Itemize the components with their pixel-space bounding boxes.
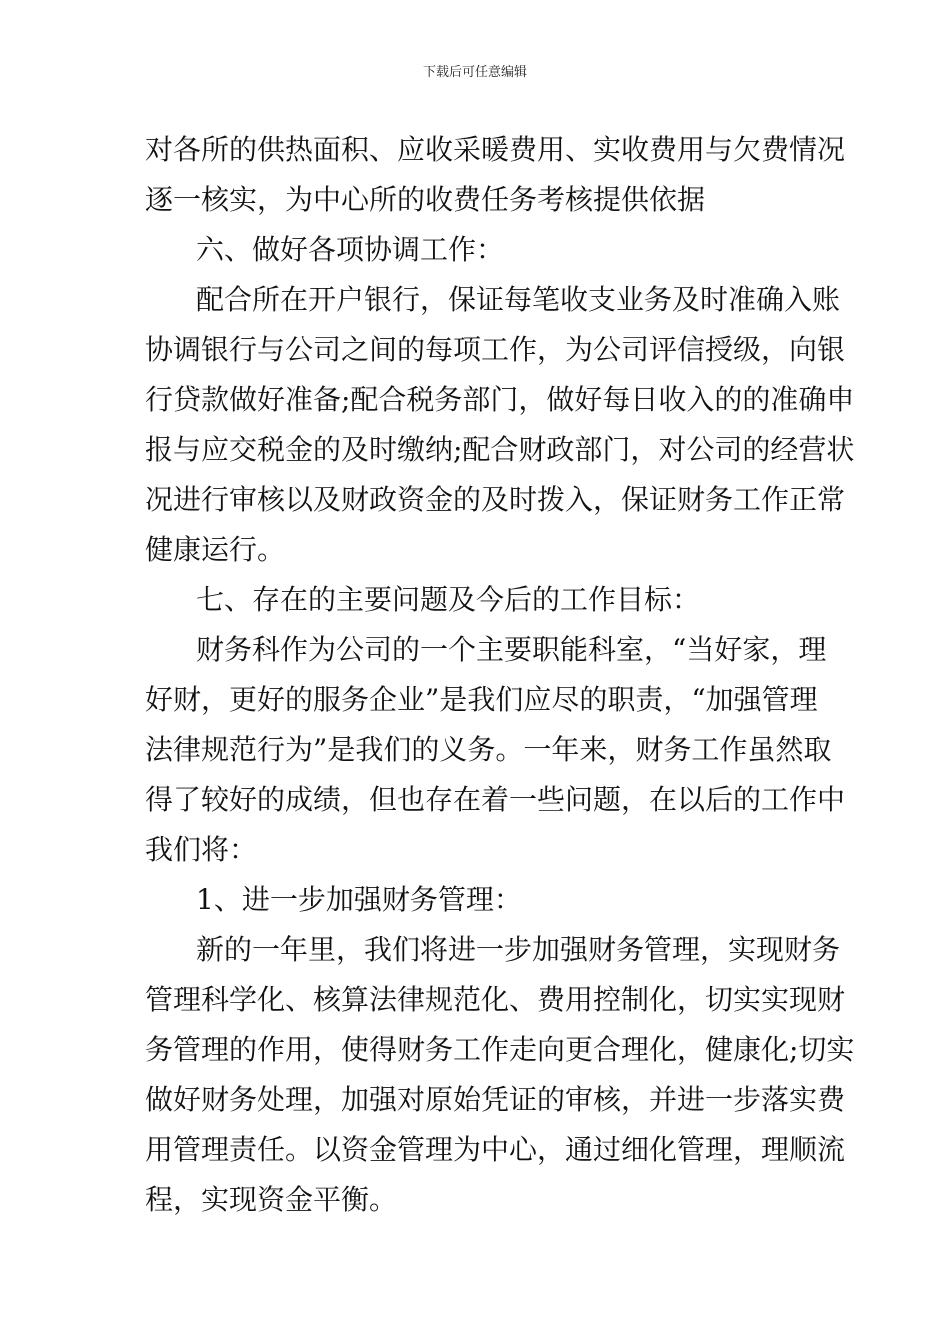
text-line: 逐一核实，为中心所的收费任务考核提供依据	[145, 183, 706, 216]
section-heading: 六、做好各项协调工作：	[196, 233, 505, 266]
text-line: 务管理的作用，使得财务工作走向更合理化，健康化;切实	[145, 1033, 855, 1066]
text-line: 我们将：	[145, 833, 258, 866]
section-heading: 1、进一步加强财务管理：	[196, 883, 522, 916]
text-line: 程，实现资金平衡。	[145, 1183, 398, 1216]
text-line: 对各所的供热面积、应收采暖费用、实收费用与欠费情况	[145, 133, 846, 166]
paragraph-first-line: 财务科作为公司的一个主要职能科室，“当好家，理	[196, 633, 827, 666]
text-line: 管理科学化、核算法律规范化、费用控制化，切实实现财	[145, 983, 846, 1016]
text-line: 做好财务处理，加强对原始凭证的审核，并进一步落实费	[145, 1083, 846, 1116]
paragraph-first-line: 配合所在开户银行，保证每笔收支业务及时准确入账	[196, 283, 841, 316]
text-line: 得了较好的成绩，但也存在着一些问题，在以后的工作中	[145, 783, 846, 816]
text-line: 健康运行。	[145, 533, 286, 566]
page-header: 下载后可任意编辑	[422, 65, 527, 80]
text-line: 行贷款做好准备;配合税务部门，做好每日收入的的准确申	[145, 383, 855, 416]
text-line: 协调银行与公司之间的每项工作，为公司评信授级，向银	[145, 333, 846, 366]
text-line: 法律规范行为”是我们的义务。一年来，财务工作虽然取	[145, 733, 832, 766]
text-line: 况进行审核以及财政资金的及时拨入，保证财务工作正常	[145, 483, 846, 516]
text-line: 好财，更好的服务企业”是我们应尽的职责，“加强管理	[145, 683, 818, 716]
paragraph-first-line: 新的一年里，我们将进一步加强财务管理，实现财务	[196, 933, 841, 966]
document-body	[145, 128, 855, 1228]
text-line: 用管理责任。以资金管理为中心，通过细化管理，理顺流	[145, 1133, 846, 1166]
text-line: 报与应交税金的及时缴纳;配合财政部门，对公司的经营状	[145, 433, 855, 466]
section-heading: 七、存在的主要问题及今后的工作目标：	[196, 583, 701, 616]
